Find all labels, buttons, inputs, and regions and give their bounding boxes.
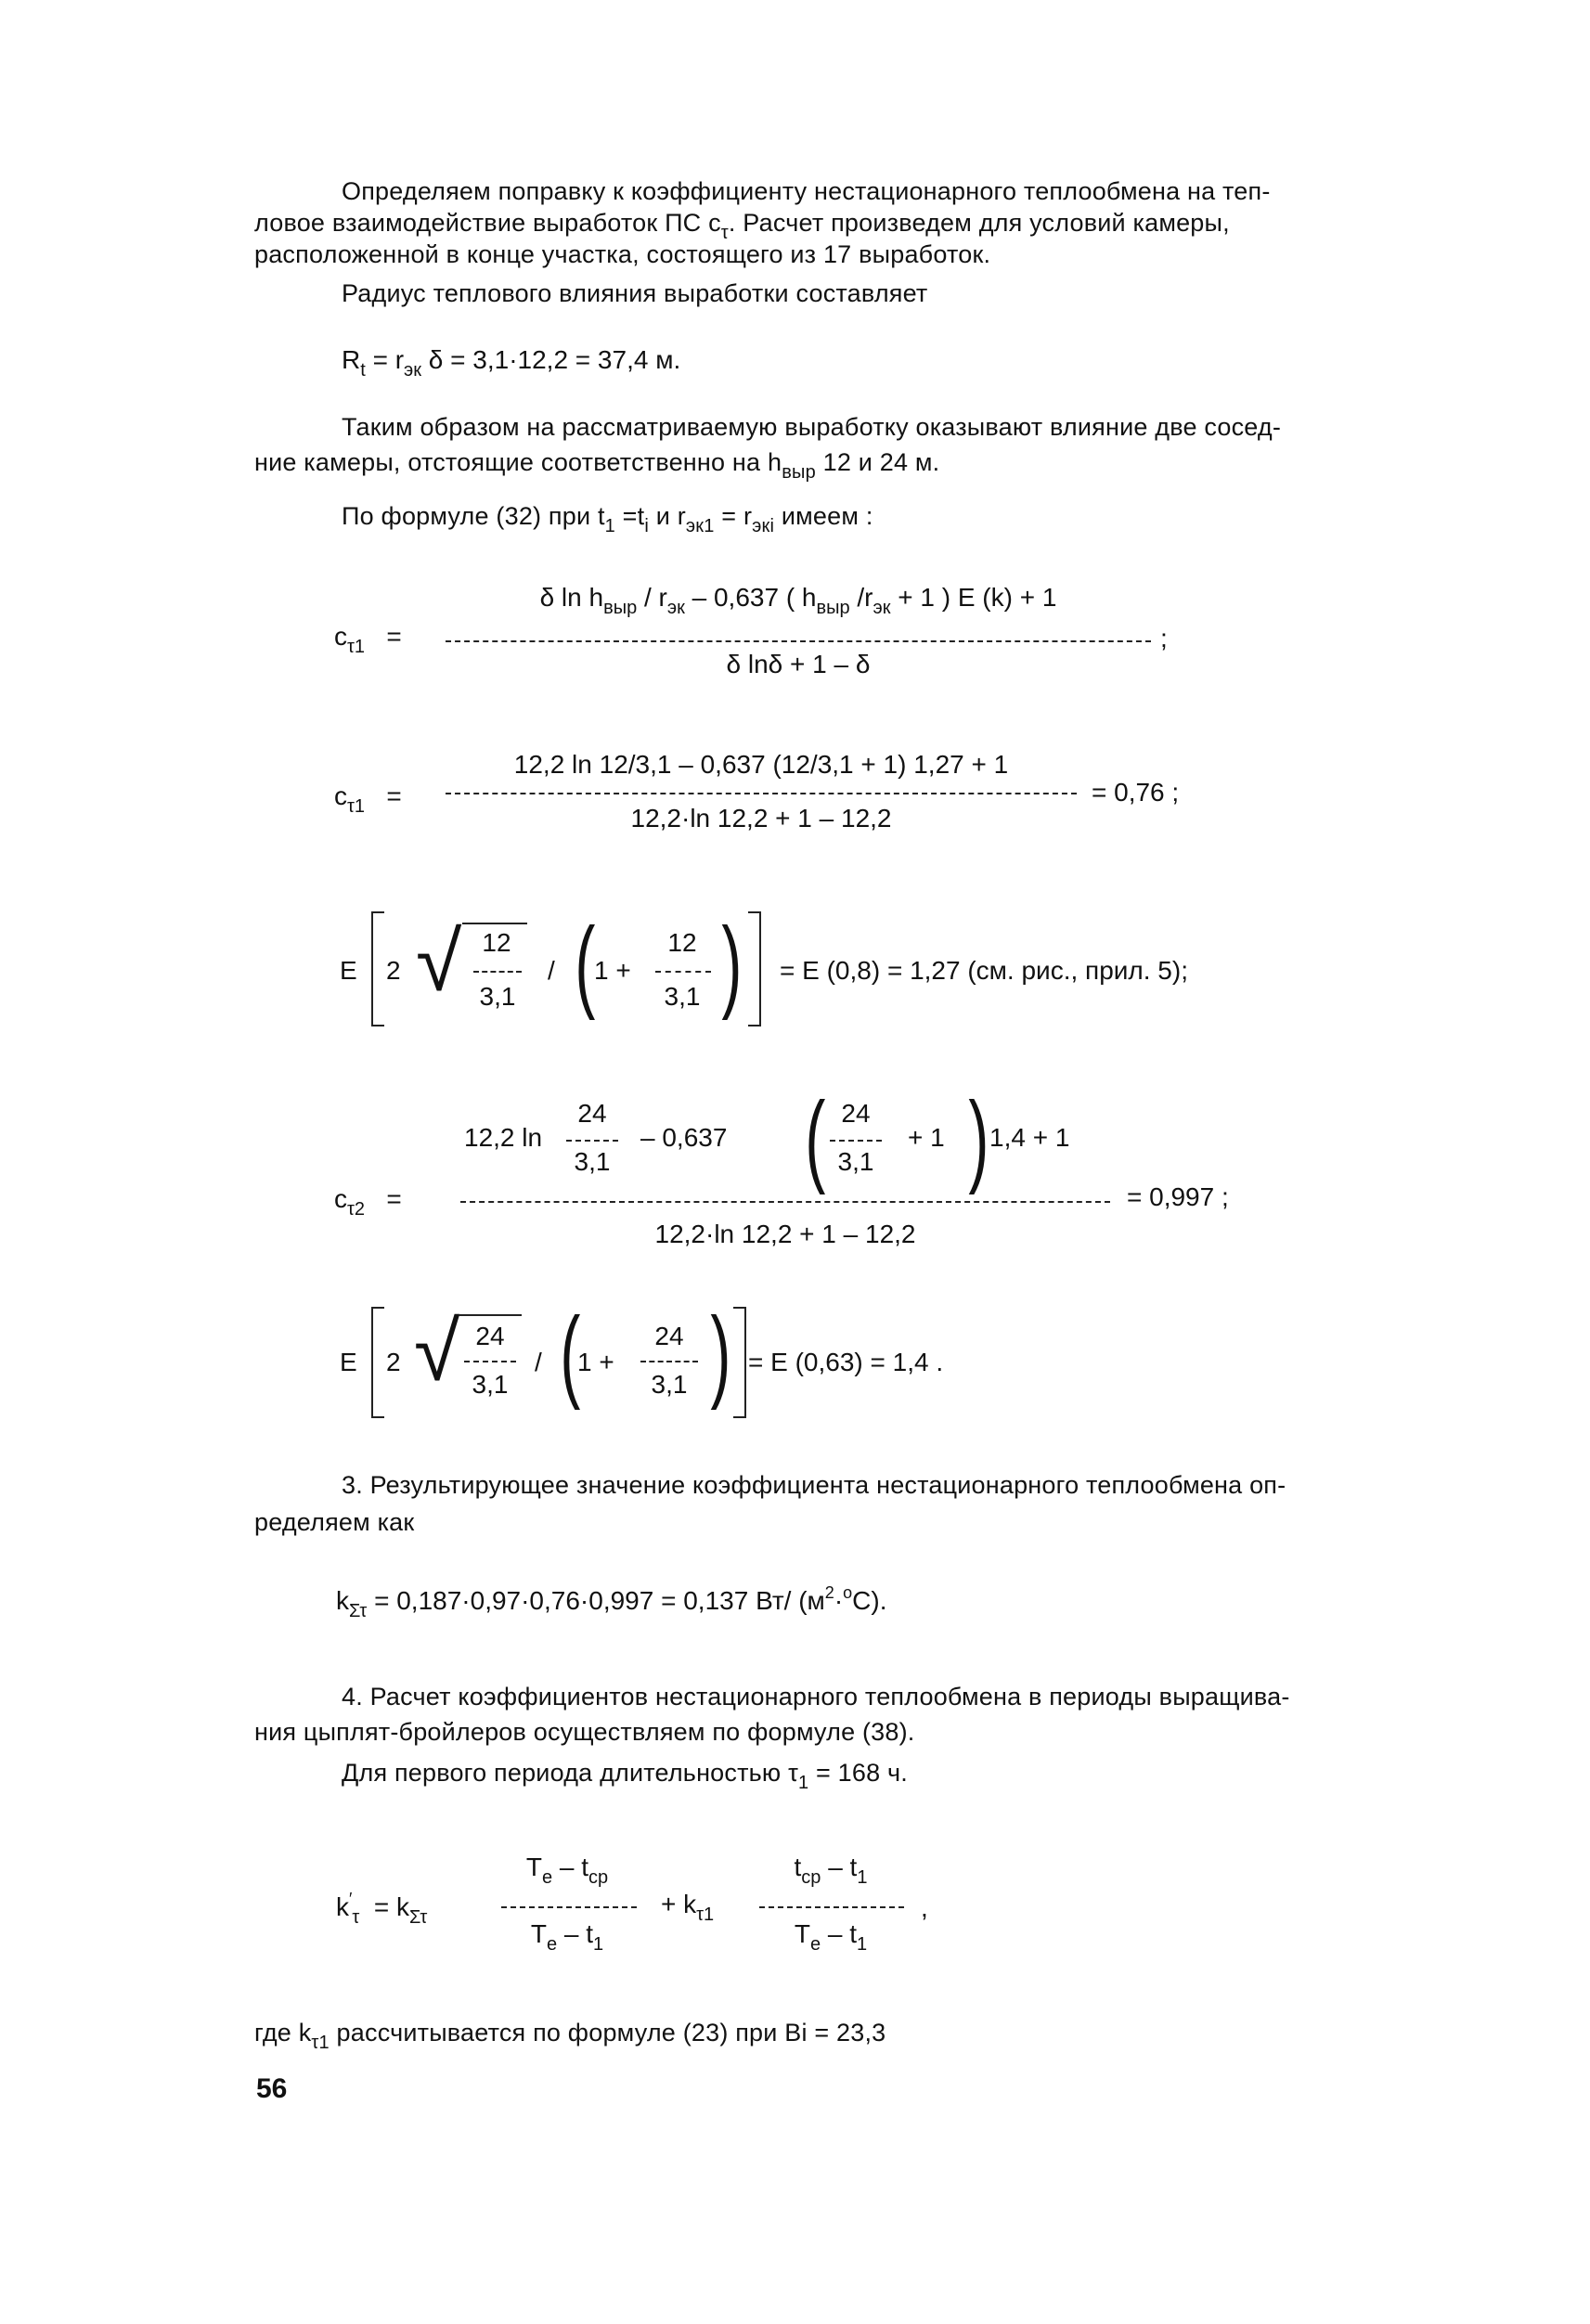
- eq7-bar1: [501, 1906, 637, 1908]
- page-number: 56: [256, 2073, 288, 2104]
- eq4-bar2: [830, 1140, 882, 1142]
- eq6: $k_{\Sigma\tau} = 0,187\cdot 0,97\cdot 0,76\cdot 0,997 = 0,137$ Вт/ $(м^2\cdot^оC)$.: [336, 1583, 887, 1621]
- eq3-sqrt-bar: [462, 923, 527, 924]
- eq1-lhs: $c_{\tau 1}$ =: [334, 622, 402, 657]
- eq2-fraction-bar: [446, 793, 1077, 794]
- para1-line3: расположенной в конце участка, состоящего из 17 выработок.: [254, 240, 991, 268]
- eq3-d2: 3,1: [664, 982, 701, 1011]
- eq4-right-paren: ): [968, 1081, 989, 1195]
- eq5-sqrt-icon: √: [414, 1306, 460, 1399]
- eq4-left-paren: (: [805, 1081, 826, 1195]
- eq3-d1: 3,1: [479, 982, 516, 1011]
- eq5-n2: 24: [654, 1322, 684, 1350]
- eq3-right-paren: ): [721, 907, 743, 1021]
- eq4-bar1: [566, 1140, 618, 1142]
- para6-line1: 4. Расчет коэффициентов нестационарного теплообмена в периоды выращива-: [342, 1683, 1290, 1711]
- eq5-n1: 24: [475, 1322, 505, 1350]
- eq3-n1: 12: [482, 928, 511, 957]
- eq3-E: E: [340, 956, 357, 985]
- para4: По формуле (32) при $t_1 =t_i$ и $r_{эк1} = r_{экi}$ имеем :: [342, 502, 873, 536]
- eq5-sqrt-bar: [459, 1314, 522, 1316]
- eq3-slash: /: [548, 956, 555, 985]
- eq4-mid: – 0,637: [640, 1123, 728, 1152]
- eq1-semicolon: ;: [1160, 624, 1168, 652]
- eq1-numerator: δ $\ln h_{выр} / r_{эк} - 0,637$ ( $h_{выр}$ $/r_{эк} + 1$ ) E (k) + 1: [539, 583, 1057, 618]
- eq7-n2: $t_{cp} - t_1$: [794, 1853, 868, 1888]
- eq1-fraction-bar: [446, 640, 1151, 642]
- eq5-E: E: [340, 1348, 357, 1376]
- eq4-n2: 24: [841, 1099, 871, 1128]
- eq7-d2: $T_e - t_1$: [794, 1919, 868, 1955]
- eq4-n1: 24: [577, 1099, 607, 1128]
- eq4-fraction-bar: [460, 1201, 1110, 1203]
- eq5-d2: 3,1: [651, 1370, 688, 1399]
- eq3-n2: 12: [667, 928, 697, 957]
- eq2-result: = 0,76 ;: [1092, 778, 1180, 807]
- para5-line2: ределяем как: [254, 1508, 415, 1536]
- eq5-left-paren: (: [560, 1297, 581, 1411]
- eq3-one-plus: 1 +: [594, 956, 631, 985]
- eq3-left-bracket: [371, 911, 384, 1026]
- para3-line1: Таким образом на рассматриваемую выработку оказывают влияние две сосед-: [342, 413, 1282, 441]
- eq3-sqrt-icon: √: [416, 916, 462, 1009]
- eq4-lhs: $c_{\tau 2}$ =: [334, 1184, 402, 1220]
- para6-line2: ния цыплят-бройлеров осуществляем по формуле (38).: [254, 1718, 915, 1746]
- eq4-denominator: 12,2·ln 12,2 + 1 – 12,2: [654, 1220, 916, 1248]
- eq5-one-plus: 1 +: [577, 1348, 614, 1376]
- para3-line2: ние камеры, отстоящие соответственно на $h_{выр}$ 12 и 24 м.: [254, 448, 940, 483]
- eq4-d2: 3,1: [837, 1147, 874, 1176]
- eq2-numerator: 12,2 ln 12/3,1 – 0,637 (12/3,1 + 1) 1,27 + 1: [513, 750, 1009, 779]
- eq5-left-bracket: [371, 1307, 384, 1418]
- eq5-result: = E (0,63) = 1,4 .: [748, 1348, 944, 1376]
- eq7-bar2: [759, 1906, 904, 1908]
- para5-line1: 3. Результирующее значение коэффициента нестационарного теплообмена оп-: [342, 1471, 1286, 1499]
- eq5-bar1: [464, 1361, 516, 1362]
- eq5-two: 2: [386, 1348, 401, 1376]
- eq3-bar1: [473, 971, 522, 973]
- para7: где $k_{\tau 1}$ рассчитывается по формуле (23) при Bi = 23,3: [254, 2019, 886, 2053]
- eq7-n1: $T_e - t_{cp}$: [525, 1853, 609, 1888]
- eq3-left-paren: (: [575, 907, 596, 1021]
- eq5-right-bracket: [733, 1307, 746, 1418]
- eq2-denominator: 12,2·ln 12,2 + 1 – 12,2: [630, 804, 892, 833]
- eq4-result: = 0,997 ;: [1127, 1182, 1229, 1211]
- para2: Радиус теплового влияния выработки составляет: [342, 279, 928, 307]
- eq4-plus1: + 1: [908, 1123, 945, 1152]
- para6-line3: Для первого периода длительностью $\tau_1 = 168$ ч.: [342, 1759, 908, 1793]
- para1-line1: Определяем поправку к коэффициенту нестационарного теплообмена на теп-: [342, 177, 1271, 205]
- eq3-right-bracket: [748, 911, 761, 1026]
- eq7-comma: ,: [921, 1893, 928, 1922]
- eq4-d1: 3,1: [574, 1147, 611, 1176]
- eq5-right-paren: ): [710, 1297, 731, 1411]
- eq7-d1: $T_e - t_1$: [530, 1919, 604, 1955]
- eq5-slash: /: [535, 1348, 542, 1376]
- eq1-denominator: δ lnδ + 1 – δ: [726, 650, 871, 678]
- eq7-lhs: $k'_\tau = k_{\Sigma\tau}$: [336, 1890, 428, 1928]
- eq-radius: $R_t = r_{эк}$ δ = 3,1·12,2 = 37,4 м.: [342, 345, 681, 381]
- eq3-result: = E (0,8) = 1,27 (см. рис., прил. 5);: [780, 956, 1188, 985]
- eq4-pre: 12,2 ln: [464, 1123, 543, 1152]
- eq7-plus: + $k_{\tau 1}$: [661, 1890, 715, 1925]
- eq3-two: 2: [386, 956, 401, 985]
- eq4-post: 1,4 + 1: [989, 1123, 1070, 1152]
- para1-line2: ловое взаимодействие выработок ПС $c_\tau$. Расчет произведем для условий камеры,: [254, 209, 1230, 243]
- eq3-bar2: [655, 971, 711, 973]
- eq5-d1: 3,1: [472, 1370, 509, 1399]
- eq2-lhs: $c_{\tau 1}$ =: [334, 781, 402, 817]
- eq5-bar2: [640, 1361, 698, 1362]
